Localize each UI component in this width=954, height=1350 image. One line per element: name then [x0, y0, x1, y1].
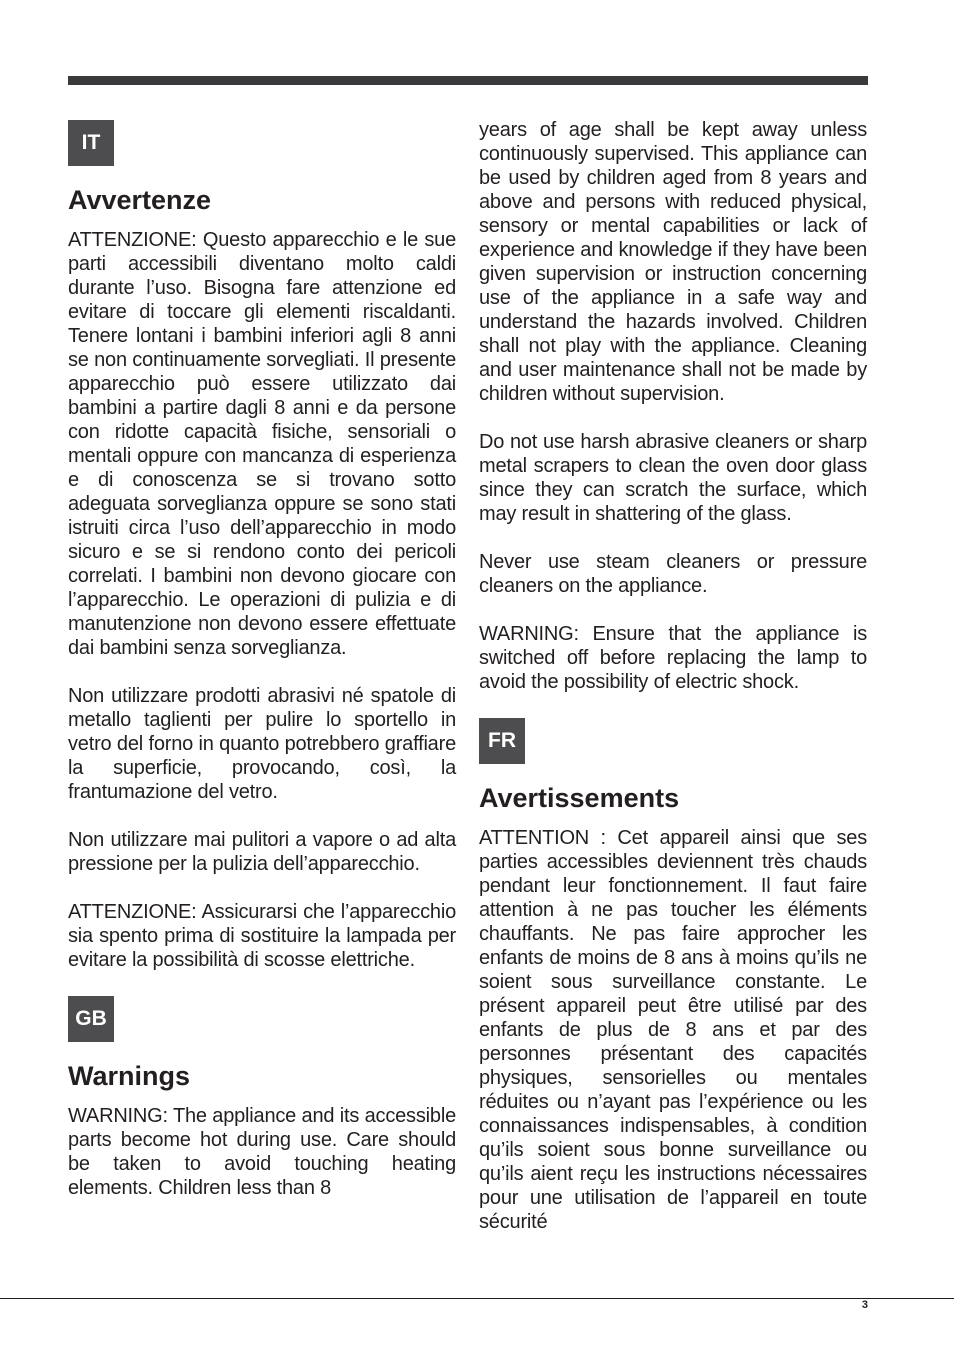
gb-paragraph-3: Never use steam cleaners or pressure cleaners on the appliance.: [479, 551, 867, 597]
section-title-it: Avvertenze: [68, 185, 212, 215]
page-number: 3: [861, 1299, 868, 1311]
it-paragraph-2: Non utilizzare prodotti abrasivi né spatole di metallo taglienti per pulire lo sportello in vetro del forno in quanto potrebbero graffiare la superficie, provocando, così, la frantumazione del vetro.: [68, 685, 456, 803]
top-rule: [68, 76, 868, 85]
it-paragraph-1: ATTENZIONE: Questo apparecchio e le sue parti accessibili diventano molto caldi durante l’uso. Bisogna fare attenzione ed evitare di toccare gli elementi riscaldanti. Tenere lontani i bambini inferiori agli 8 anni se non continuamente sorvegliati. Il presente apparecchio può essere utilizzato dai bambini a partire dagli 8 anni e da persone con ridotte capacità fisiche, sensoriali o mentali oppure con mancanza di esperienza e di conoscenza se si trovano sotto adeguata sorveglianza oppure se sono stati istruiti circa l’uso dell’apparecchio in modo sicuro e se si rendono conto dei pericoli correlati. I bambini non devono giocare con l’apparecchio. Le operazioni di pulizia e di manutenzione non devono essere effettuate dai bambini senza sorveglianza.: [68, 229, 456, 659]
gb-paragraph-1-start: WARNING: The appliance and its accessible parts become hot during use. Care should be taken to avoid touching heating elements. Children less than 8: [68, 1105, 456, 1199]
left-column: [68, 120, 456, 1200]
lang-badge-it: IT: [68, 120, 114, 166]
lang-badge-gb: GB: [68, 996, 114, 1042]
gb-paragraph-2: Do not use harsh abrasive cleaners or sharp metal scrapers to clean the oven door glass since they can scratch the surface, which may result in shattering of the glass.: [479, 431, 867, 525]
footer-rule: [0, 1298, 954, 1299]
gb-paragraph-1-continued: years of age shall be kept away unless continuously supervised. This appliance can be used by children aged from 8 years and above and persons with reduced physical, sensory or mental capabilities or lack of experience and knowledge if they have been given supervision or instruction concerning use of the appliance in a safe way and understand the hazards involved. Children shall not play with the appliance. Cleaning and user maintenance shall not be made by children without supervision.: [479, 119, 867, 405]
section-title-fr: Avertissements: [479, 783, 680, 813]
it-paragraph-3: Non utilizzare mai pulitori a vapore o ad alta pressione per la pulizia dell’apparecchio.: [68, 829, 456, 875]
gb-paragraph-4: WARNING: Ensure that the appliance is switched off before replacing the lamp to avoid the possibility of electric shock.: [479, 623, 867, 693]
it-paragraph-4: ATTENZIONE: Assicurarsi che l’apparecchio sia spento prima di sostituire la lampada per evitare la possibilità di scosse elettriche.: [68, 901, 456, 971]
right-column: [479, 118, 867, 1234]
fr-paragraph-1: ATTENTION : Cet appareil ainsi que ses parties accessibles deviennent très chauds pendant leur fonctionnement. Il faut faire attention à ne pas toucher les éléments chauffants. Ne pas faire approcher les enfants de moins de 8 ans à moins qu’ils ne soient sous surveillance constante. Le présent appareil peut être utilisé par des enfants de plus de 8 ans et par des personnes présentant des capacités physiques, sensorielles ou mentales réduites ou n’ayant pas l’expérience ou les connaissances indispensables, à condition qu’ils soient sous bonne surveillance ou qu’ils aient reçu les instructions nécessaires pour une utilisation de l’appareil en toute sécurité: [479, 827, 867, 1233]
lang-badge-fr: FR: [479, 718, 525, 764]
section-title-gb: Warnings: [68, 1061, 191, 1091]
